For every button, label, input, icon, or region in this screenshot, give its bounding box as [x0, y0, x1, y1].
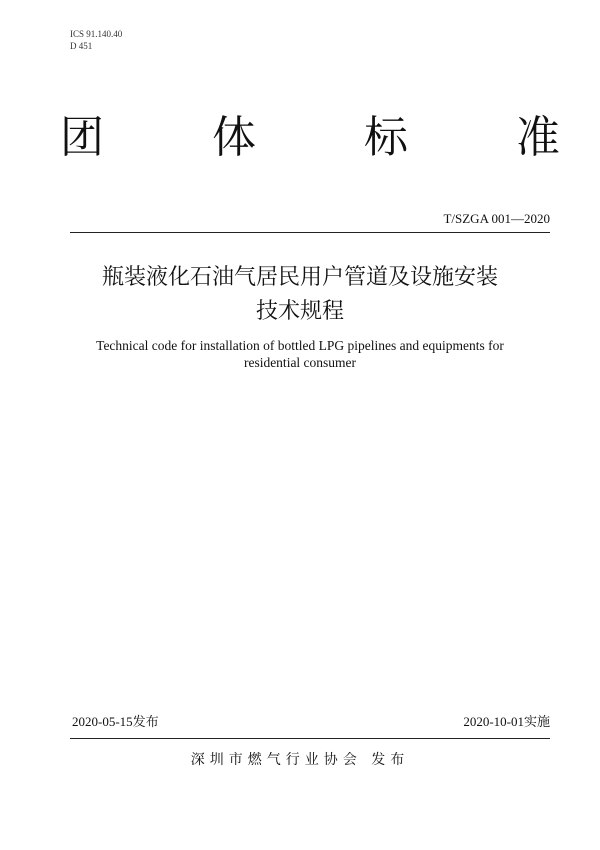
- standard-code: T/SZGA 001—2020: [443, 211, 550, 226]
- issue-date: 2020-05-15发布: [72, 714, 159, 729]
- ics-code: ICS 91.140.40: [70, 29, 123, 39]
- standard-type-char: 准: [516, 112, 560, 163]
- implementation-date: 2020-10-01实施: [463, 714, 550, 729]
- title-chinese-line-1: 瓶装液化石油气居民用户管道及设施安装: [101, 265, 498, 290]
- ccs-code: D 451: [70, 41, 93, 51]
- title-english-line-1: Technical code for installation of bottled LPG pipelines and equipments for: [96, 338, 504, 353]
- standard-type-char: 团: [60, 112, 104, 163]
- title-english-line-2: residential consumer: [243, 355, 357, 370]
- standard-type-char: 体: [212, 112, 256, 163]
- standard-type-heading: [60, 108, 560, 168]
- standard-type-char: 标: [364, 112, 408, 163]
- top-divider: [70, 232, 550, 233]
- title-chinese-line-2: 技术规程: [255, 299, 344, 324]
- publisher: 深圳市燃气行业协会 发布: [190, 752, 410, 768]
- bottom-divider: [70, 738, 550, 739]
